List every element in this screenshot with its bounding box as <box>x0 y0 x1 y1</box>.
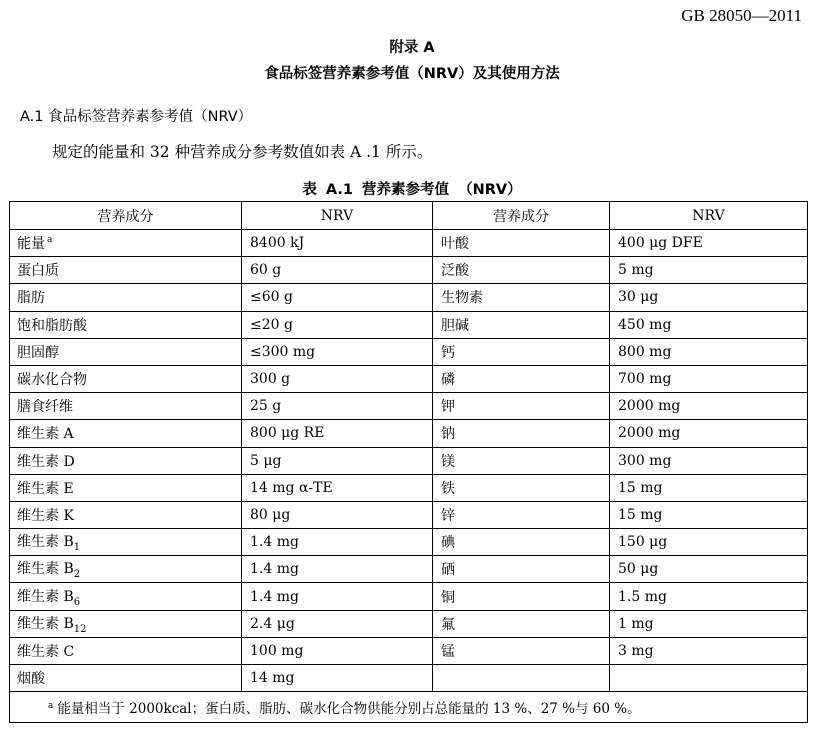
nutrient-name-right: 氟 <box>433 610 610 637</box>
table-row <box>10 338 808 365</box>
nrv-value-right: 400 μg DFE <box>610 230 808 257</box>
nrv-value-right: 15 mg <box>610 501 808 528</box>
nutrient-name-text: 维生素 B <box>17 561 74 578</box>
nutrient-name-left <box>10 474 242 501</box>
nrv-value-left: 100 mg <box>242 637 433 664</box>
header-nrv-left: NRV <box>242 202 433 230</box>
nrv-value-right: 300 mg <box>610 447 808 474</box>
intro-paragraph: 规定的能量和 32 种营养成分参考数值如表 A .1 所示。 <box>52 143 433 161</box>
nutrient-name-right: 叶酸 <box>433 230 610 257</box>
nutrient-name-text: 维生素 B <box>17 588 74 605</box>
nutrient-name-right: 锰 <box>433 637 610 664</box>
nutrient-name-right: 锌 <box>433 501 610 528</box>
table-row <box>10 583 808 610</box>
table-row <box>10 284 808 311</box>
nrv-value-left: 25 g <box>242 393 433 420</box>
nrv-value-left: ≤300 mg <box>242 338 433 365</box>
nutrient-name-text: 烟酸 <box>17 671 45 688</box>
nrv-value-left: 800 μg RE <box>242 420 433 447</box>
standard-number: GB 28050—2011 <box>681 6 802 25</box>
nrv-value-right: 450 mg <box>610 311 808 338</box>
nutrient-name-right: 钾 <box>433 393 610 420</box>
nutrient-name-left <box>10 311 242 338</box>
nrv-value-left: 14 mg α-TE <box>242 474 433 501</box>
table-row <box>10 447 808 474</box>
nrv-value-right: 50 μg <box>610 556 808 583</box>
nutrient-name-right: 镁 <box>433 447 610 474</box>
table-row <box>10 420 808 447</box>
nutrient-name-text: 维生素 D <box>17 453 75 470</box>
table-row <box>10 637 808 664</box>
nutrient-name-right: 泛酸 <box>433 257 610 284</box>
nrv-table <box>9 201 808 723</box>
nutrient-name-text: 维生素 C <box>17 643 75 660</box>
nrv-value-left: 14 mg <box>242 665 433 692</box>
nutrient-name-text: 维生素 B <box>17 534 74 551</box>
nutrient-name-text: 蛋白质 <box>17 263 59 280</box>
nrv-value-left: ≤60 g <box>242 284 433 311</box>
nrv-value-right: 1 mg <box>610 610 808 637</box>
header-nutrient-left: 营养成分 <box>10 202 242 230</box>
nutrient-name-right: 铜 <box>433 583 610 610</box>
table-row <box>10 556 808 583</box>
table-row <box>10 501 808 528</box>
nrv-value-left: 1.4 mg <box>242 529 433 556</box>
footnote-cell <box>10 692 808 723</box>
nrv-value-right: 5 mg <box>610 257 808 284</box>
nutrient-name-text: 能量 <box>17 236 45 253</box>
nrv-value-right: 15 mg <box>610 474 808 501</box>
nutrient-name-text: 维生素 K <box>17 507 74 524</box>
nutrient-name-right: 钙 <box>433 338 610 365</box>
nrv-value-left: 300 g <box>242 365 433 392</box>
table-row <box>10 610 808 637</box>
header-nutrient-right: 营养成分 <box>433 202 610 230</box>
nutrient-name-text: 维生素 B <box>17 615 74 632</box>
nutrient-name-left <box>10 501 242 528</box>
nutrient-name-text: 膳食纤维 <box>17 399 73 416</box>
nrv-value-left: 1.4 mg <box>242 583 433 610</box>
nutrient-name-right: 碘 <box>433 529 610 556</box>
nrv-value-right: 150 μg <box>610 529 808 556</box>
footnote-mark: a <box>48 700 54 711</box>
nrv-value-right: 700 mg <box>610 365 808 392</box>
table-row <box>10 311 808 338</box>
nrv-value-left: ≤20 g <box>242 311 433 338</box>
nutrient-name-left <box>10 529 242 556</box>
nrv-value-right: 800 mg <box>610 338 808 365</box>
nutrient-name-left <box>10 637 242 664</box>
nutrient-name-left <box>10 447 242 474</box>
table-row <box>10 665 808 692</box>
nrv-value-right: 30 μg <box>610 284 808 311</box>
nutrient-name-right: 生物素 <box>433 284 610 311</box>
nutrient-name-text: 维生素 E <box>17 480 74 497</box>
nutrient-name-left <box>10 665 242 692</box>
nutrient-name-left <box>10 257 242 284</box>
nrv-value-left: 2.4 μg <box>242 610 433 637</box>
nrv-value-left: 5 μg <box>242 447 433 474</box>
nutrient-name-text: 脂肪 <box>17 290 45 307</box>
table-row <box>10 393 808 420</box>
nutrient-name-left <box>10 556 242 583</box>
nrv-value-right: 1.5 mg <box>610 583 808 610</box>
header-nrv-right: NRV <box>610 202 808 230</box>
nutrient-name-left <box>10 610 242 637</box>
nrv-value-right: 3 mg <box>610 637 808 664</box>
table-body <box>10 230 808 692</box>
nutrient-name-right: 钠 <box>433 420 610 447</box>
table-row <box>10 230 808 257</box>
footnote-row <box>10 692 808 723</box>
nutrient-name-right: 铁 <box>433 474 610 501</box>
nrv-value-left: 8400 kJ <box>242 230 433 257</box>
nutrient-name-right: 胆碱 <box>433 311 610 338</box>
nutrient-name-text: 胆固醇 <box>17 344 59 361</box>
nutrient-name-left <box>10 420 242 447</box>
nutrient-subscript: 12 <box>73 623 87 635</box>
nutrient-name-right <box>433 665 610 692</box>
nutrient-name-left <box>10 230 242 257</box>
nutrient-name-text: 维生素 A <box>17 426 74 443</box>
nutrient-name-right: 硒 <box>433 556 610 583</box>
nutrient-subscript: 6 <box>73 596 81 608</box>
nutrient-name-right: 磷 <box>433 365 610 392</box>
nutrient-name-left <box>10 393 242 420</box>
table-row <box>10 529 808 556</box>
appendix-subtitle: 食品标签营养素参考值（NRV）及其使用方法 <box>264 66 560 82</box>
footnote-reference: a <box>47 235 53 246</box>
nrv-value-right <box>610 665 808 692</box>
table-header-row <box>10 202 808 230</box>
nutrient-name-left <box>10 284 242 311</box>
section-heading: A.1 食品标签营养素参考值（NRV） <box>20 109 253 125</box>
nutrient-name-left <box>10 365 242 392</box>
nrv-value-right: 2000 mg <box>610 420 808 447</box>
table-row <box>10 365 808 392</box>
footnote-text: 能量相当于 2000kcal；蛋白质、脂肪、碳水化合物供能分别占总能量的 13 %、27 %与 60 %。 <box>57 701 641 718</box>
nutrient-name-text: 饱和脂肪酸 <box>17 317 87 334</box>
nrv-value-left: 1.4 mg <box>242 556 433 583</box>
nrv-value-left: 80 μg <box>242 501 433 528</box>
table-row <box>10 474 808 501</box>
nutrient-subscript: 2 <box>73 569 81 581</box>
nutrient-name-text: 碳水化合物 <box>17 372 87 389</box>
appendix-title: 附录 A <box>389 40 435 56</box>
nutrient-name-left <box>10 338 242 365</box>
table-caption: 表 A.1 营养素参考值 （NRV） <box>302 182 522 198</box>
nrv-value-right: 2000 mg <box>610 393 808 420</box>
table-row <box>10 257 808 284</box>
nutrient-subscript: 1 <box>73 542 81 554</box>
nutrient-name-left <box>10 583 242 610</box>
nrv-value-left: 60 g <box>242 257 433 284</box>
